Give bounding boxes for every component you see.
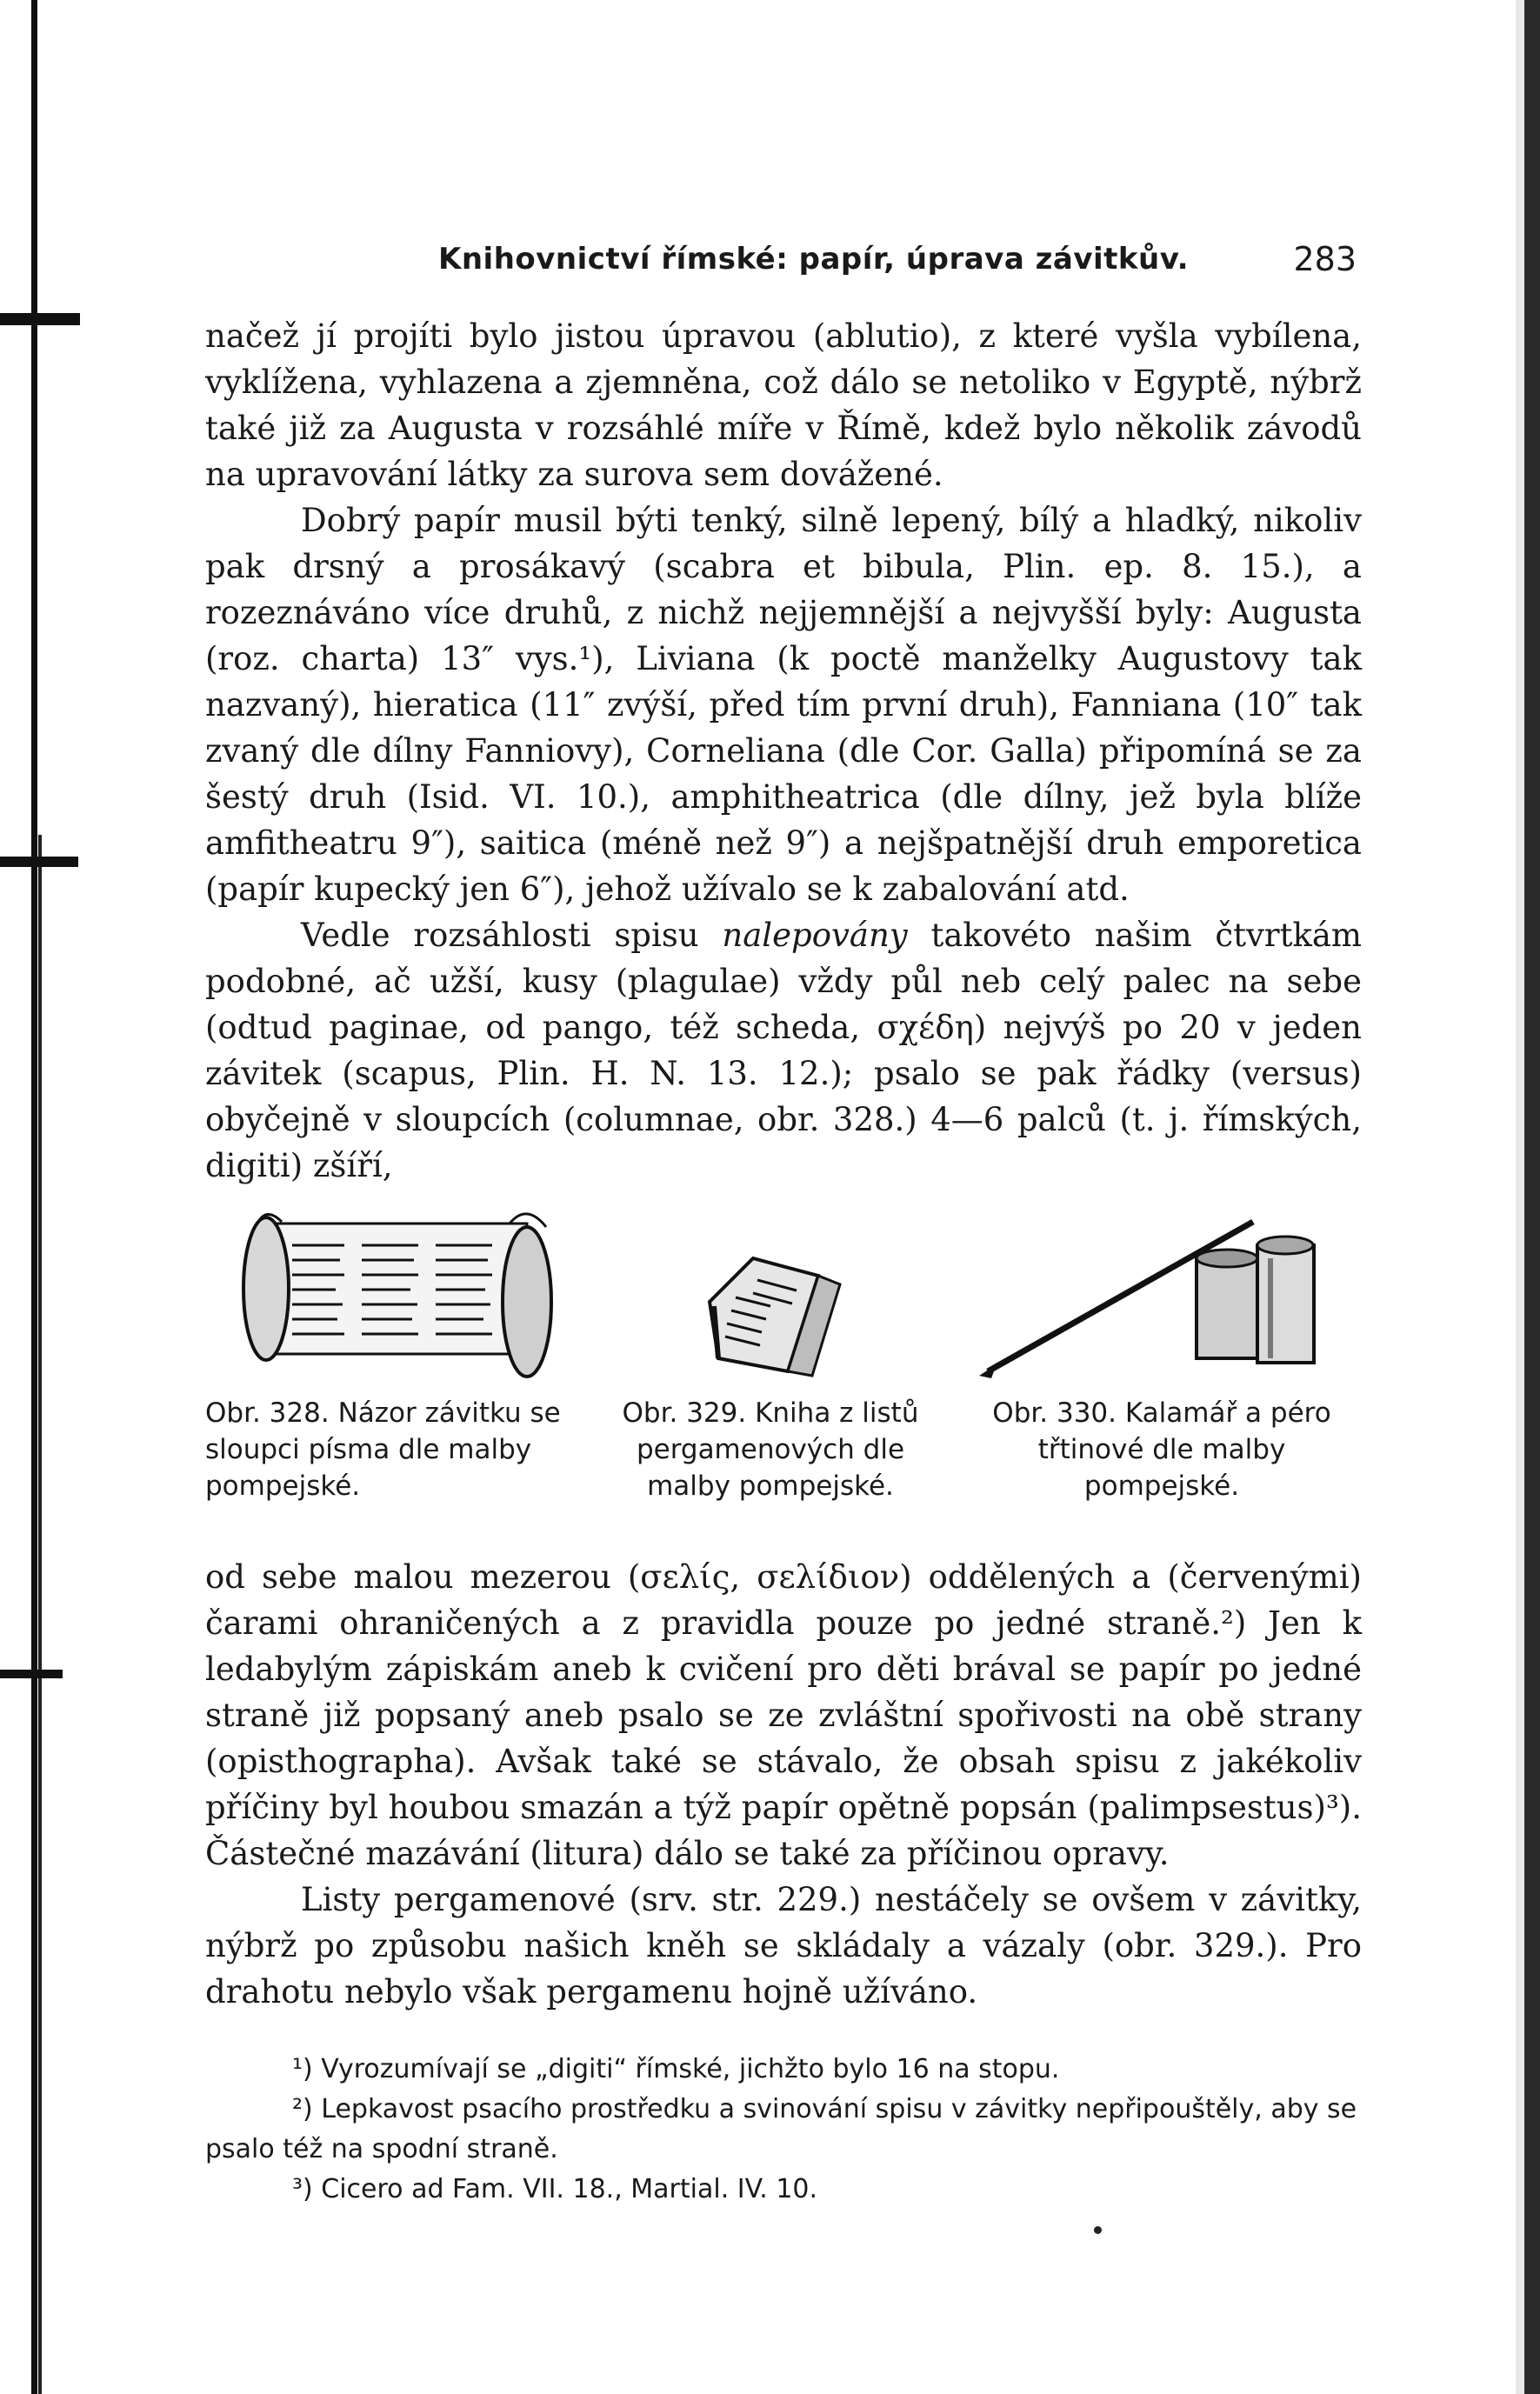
- binding-line: [31, 0, 37, 2394]
- figure-caption: Obr. 328. Názor závitku se sloupci písma dle malby pompejské.: [205, 1397, 561, 1502]
- paragraph-text: Vedle rozsáhlosti spisu: [301, 917, 723, 954]
- paragraph: od sebe malou mezerou (σελίς, σελίδιον) oddělených a (červenými) čarami ohraničených a z pravidla pouze po jedné straně.²) Jen k ledabylým zápiskám aneb k cvičení pro děti brával se papír po jedné straně již popsaný aneb psalo se ze zvláštní spořivosti na obě strany (opisthographa). Avšak také se stávalo, že obsah spisu z jakékoliv příčiny byl houbou smazán a týž papír opětně popsán (palimpsestus)³). Částečné mazávání (litura) dálo se také za příčinou opravy.: [205, 1558, 1362, 1872]
- figure-330: [970, 1197, 1353, 1504]
- footnote: ¹) Vyrozumívají se „digiti“ římské, jichžto bylo 16 na stopu.: [292, 2054, 1060, 2084]
- codex-illustration: [614, 1197, 927, 1384]
- margin-mark: [0, 1670, 63, 1678]
- margin-mark: [0, 313, 80, 325]
- footnotes: [205, 2050, 1362, 2210]
- paragraph: Dobrý papír musil býti tenký, silně lepený, bílý a hladký, nikoliv pak drsný a prosákavý (scabra et bibula, Plin. ep. 8. 15.), a rozeznáváno více druhů, z nichž nejjemnější a nejvyšší byly: Augusta (roz. charta) 13″ vys.¹), Liviana (k poctě manželky Augustovy tak nazvaný), hieratica (11″ zvýší, před tím první druh), Fanniana (10″ tak zvaný dle dílny Fanniovy), Corneliana (dle Cor. Galla) připomíná se za šestý druh (Isid. VI. 10.), amphitheatrica (dle dílny, jež byla blíže amfitheatru 9″), saitica (méně než 9″) a nejšpatnější druh emporetica (papír kupecký jen 6″), jehož užívalo se k zabalování atd.: [205, 502, 1362, 908]
- paragraph: načež jí projíti bylo jistou úpravou (ablutio), z které vyšla vybílena, vyklížena, vyhlazena a zjemněna, což dálo se netoliko v Egyptě, nýbrž také již za Augusta v rozsáhlé míře v Římě, kdež bylo několik závodů na upravování látky za surova sem dovážené.: [205, 317, 1362, 493]
- paragraph: Listy pergamenové (srv. str. 229.) nestáčely se ovšem v závitky, nýbrž po způsobu našich kněh se skládaly a vázaly (obr. 329.). Pro drahotu nebylo však pergamenu hojně užíváno.: [205, 1881, 1362, 2011]
- figure-caption: Obr. 330. Kalamář a péro třtinové dle malby pompejské.: [992, 1397, 1331, 1502]
- page-header: [205, 235, 1362, 287]
- main-text-top: [205, 313, 1362, 1189]
- paragraph-text: takovéto našim čtvrtkám podobné, ač užší, kusy (plagulae) vždy půl neb celý palec na sebe (odtud paginae, od pango, též scheda, σχέδη) nejvýš po 20 v jeden závitek (scapus, Plin. H. N. 13. 12.); psalo se pak řádky (versus) obyčejně v sloupcích (columnae, obr. 328.) 4—6 palců (t. j. římských, digiti) zšíří,: [205, 917, 1363, 1184]
- book-page: [205, 235, 1362, 2210]
- figure-329: [614, 1197, 927, 1504]
- page-right-edge-shade: [1516, 0, 1524, 2394]
- figure-caption: Obr. 329. Kniha z listů pergamenových dle malby pompejské.: [622, 1397, 919, 1502]
- binding-line-inner: [38, 835, 42, 2394]
- ink-speck: [1094, 2226, 1102, 2234]
- main-text-bottom: [205, 1554, 1362, 2015]
- page-right-edge: [1524, 0, 1540, 2394]
- figure-row: [205, 1197, 1362, 1528]
- footnote: ³) Cicero ad Fam. VII. 18., Martial. IV. 10.: [292, 2174, 818, 2204]
- running-head: Knihovnictví římské: papír, úprava závitkův.: [438, 242, 1190, 277]
- page-number: 283: [1293, 240, 1357, 278]
- inkwell-and-pen-illustration: [970, 1197, 1353, 1384]
- margin-mark: [0, 857, 78, 867]
- footnote: ²) Lepkavost psacího prostředku a svinování spisu v závitky nepřipouštěly, aby se psalo též na spodní straně.: [205, 2094, 1357, 2164]
- paragraph: [205, 912, 1362, 1189]
- figure-328: [205, 1197, 588, 1504]
- italic-term: nalepovány: [722, 917, 908, 954]
- scroll-illustration: [205, 1197, 588, 1384]
